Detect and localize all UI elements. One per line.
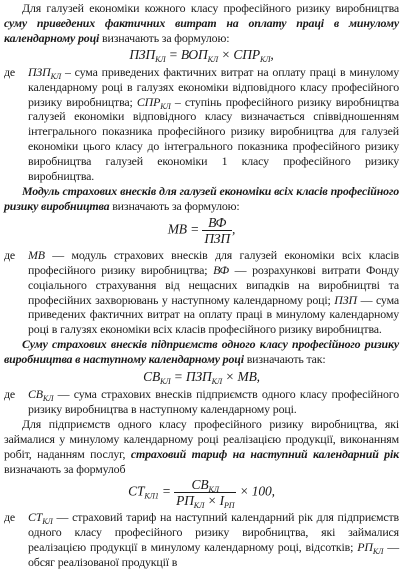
definition-4-de: де xyxy=(4,510,16,525)
definition-1 xyxy=(4,65,399,184)
definition-3-body: $СВ_{КЛ}$ — сума страхових внесків підприємств одного класу професійного ризику виробництва в наступному календарному році. xyxy=(28,387,399,416)
paragraph-4-tail: визначають за формулоб xyxy=(4,461,126,476)
document-page xyxy=(0,1,403,588)
definition-3 xyxy=(4,387,399,417)
definition-2-de: де xyxy=(4,247,16,262)
paragraph-2-emphasis: Модуль страхових внесків для галузей економіки всіх класів професійного ризику виробництва xyxy=(4,183,399,213)
definition-4-body: $СТ_{КЛ}$ — страховий тариф на наступний календарний рік для підприємств одного класу професійного ризику виробництва, які займалися реалізацією продукції в минулому календарному році, відсотків; $РП_{КЛ}$ — обсяг реалізованої продукції в xyxy=(28,510,399,570)
paragraph-3 xyxy=(4,337,399,367)
formula-sv: $СВ_{КЛ} = ПЗП_{КЛ}$ × МВ, xyxy=(143,369,260,387)
formula-pzp: $ПЗП_{КЛ} = ВОП_{КЛ} \times СПР_{КЛ}$, xyxy=(129,46,274,64)
definition-3-de: де xyxy=(4,387,16,402)
definition-1-de: де xyxy=(4,64,16,79)
paragraph-3-emphasis: Суму страхових внесків підприємств одного класу професійного ризику виробництва в наступному календарному році xyxy=(4,337,399,367)
paragraph-4-text: Для підприємств одного класу професійного ризику виробництва, які займалися у минулому календарному році реалізацією продукції, виконанням робіт, наданням послуг, xyxy=(4,416,399,461)
formula-st: $СТ_{КЛ1}$ = $\frac{СВ_{КЛ}}{РП_{КЛ} \times І_{РП}}$ × 100, xyxy=(128,477,275,511)
paragraph-2 xyxy=(4,184,399,214)
definition-1-body: $ПЗП_{КЛ}$ – сума приведених фактичних витрат на оплату праці в минулому календарному році в галузях економіки відповідного класу професійного ризику виробництва; $СПР_{КЛ}$ – ступінь професійного ризику виробництва галузей економіки відповідного класу визначається співвідношенням інтегрального показника професійного ризику виробництва для галузей економіки цього класу до інтегрального показника професійного ризику виробництва галузей економіки 1 класу професійного ризику виробництва. xyxy=(28,64,399,184)
paragraph-1-emphasis: суму приведених фактичних витрат на оплату праці в минулому календарному році xyxy=(4,15,399,45)
paragraph-4-emphasis: страховий тариф на наступний календарний рік xyxy=(130,446,400,461)
definition-4 xyxy=(4,510,399,570)
paragraph-1-text: Для галузей економіки кожного класу професійного ризику виробництва xyxy=(22,1,399,15)
paragraph-3-tail: визначають так: xyxy=(243,352,326,367)
paragraph-4 xyxy=(4,417,399,477)
paragraph-1-tail: визначають за формулою: xyxy=(99,30,230,45)
paragraph-1 xyxy=(4,1,399,46)
paragraph-2-tail: визначають за формулою: xyxy=(109,198,240,213)
definition-2 xyxy=(4,248,399,337)
formula-mv: МВ = $\frac{ВФ}{\text{ПЗП}}$ , xyxy=(167,214,236,246)
definition-2-body: МВ — модуль страхових внесків для галузей економіки всіх класів професійного ризику виробництва; ВФ — розрахункові витрати Фонду соціального страхування від нещасних випадків на виробництві та професійних захворювань у наступному календарному році; ПЗП — сума приведених фактичних витрат на оплату праці в минулому календарному році в галузях економіки всіх класів професійного ризику виробництва. xyxy=(28,247,399,337)
